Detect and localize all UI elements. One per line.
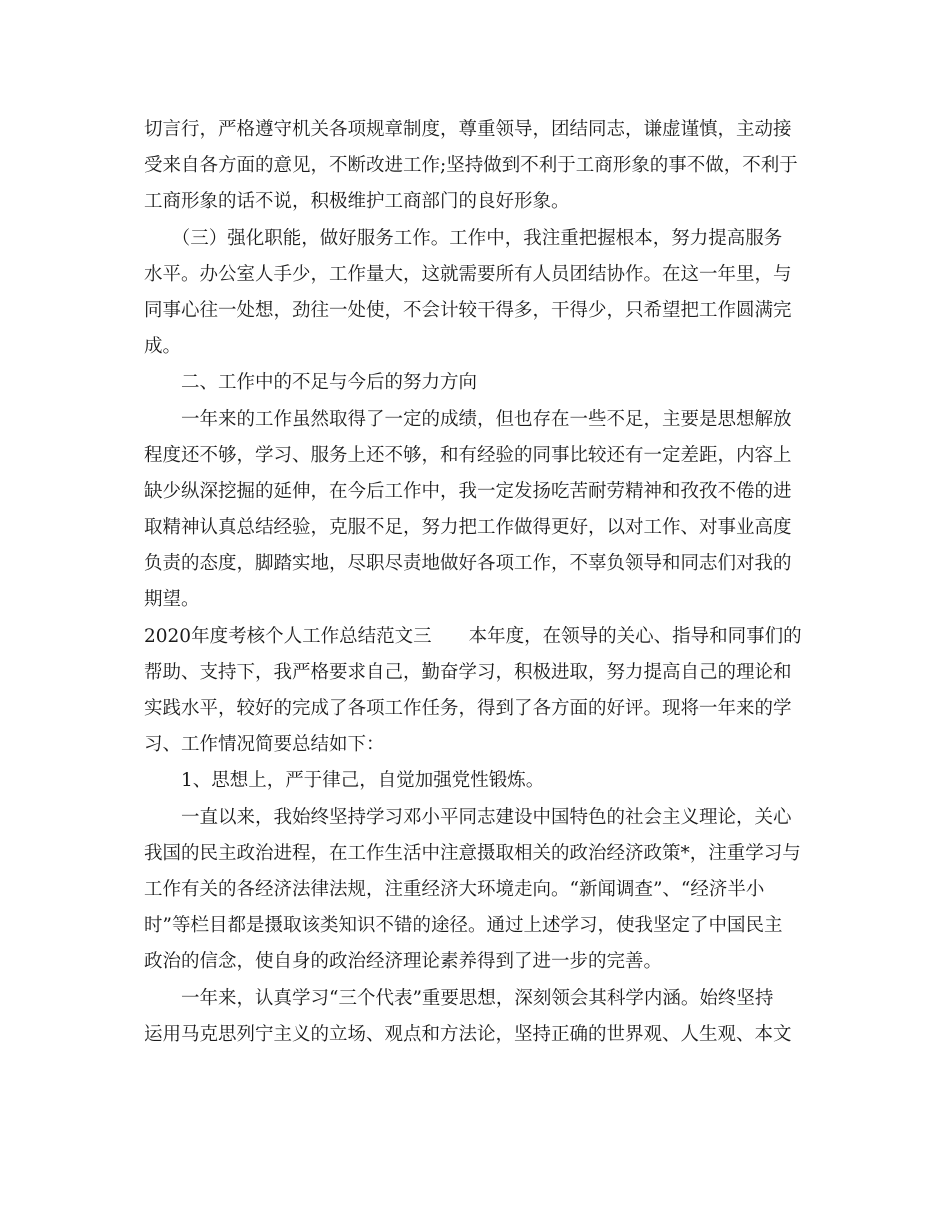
text-line: 工商形象的话不说，积极维护工商部门的良好形象。: [144, 191, 570, 213]
text-line: 我国的民主政治进程，在工作生活中注意摄取相关的政治经济政策*，注重学习与: [144, 842, 801, 864]
text-line: 一年来的工作虽然取得了一定的成绩，但也存在一些不足，主要是思想解放: [144, 408, 792, 430]
text-line: 取精神认真总结经验，克服不足，努力把工作做得更好，以对工作、对事业高度: [144, 517, 792, 539]
text-line: 期望。: [144, 589, 200, 611]
text-line: 受来自各方面的意见，不断改进工作;坚持做到不利于工商形象的事不做，不利于: [144, 155, 798, 177]
text-line: 运用马克思列宁主义的立场、观点和方法论，坚持正确的世界观、人生观、本文: [144, 1023, 792, 1045]
text-line: 时”等栏目都是摄取该类知识不错的途径。通过上述学习，使我坚定了中国民主: [144, 915, 783, 937]
text-line: 帮助、支持下，我严格要求自己，勤奋学习，积极进取，努力提高自己的理论和: [144, 661, 792, 683]
text-line: 水平。办公室人手少，工作量大，这就需要所有人员团结协作。在这一年里，与: [144, 263, 792, 285]
document-body: [144, 112, 812, 1053]
text-line: （三）强化职能，做好服务工作。工作中，我注重把握根本，努力提高服务: [144, 227, 783, 249]
text-line: 负责的态度，脚踏实地，尽职尽责地做好各项工作，不辜负领导和同志们对我的: [144, 553, 792, 575]
section-heading: 1、思想上，严于律己，自觉加强党性锻炼。: [144, 770, 545, 792]
text-line: 缺少纵深挖掘的延伸，在今后工作中，我一定发扬吃苦耐劳精神和孜孜不倦的进: [144, 480, 792, 502]
text-line: 切言行，严格遵守机关各项规章制度，尊重领导，团结同志，谦虚谨慎，主动接: [144, 119, 792, 140]
text-line: 实践水平，较好的完成了各项工作任务，得到了各方面的好评。现将一年来的学: [144, 698, 792, 719]
text-line: 同事心往一处想，劲往一处使，不会计较干得多，干得少，只希望把工作圆满完: [144, 299, 792, 321]
text-line: 程度还不够，学习、服务上还不够，和有经验的同事比较还有一定差距，内容上: [144, 444, 792, 466]
text-line: 政治的信念，使自身的政治经济理论素养得到了进一步的完善。: [144, 951, 663, 973]
text-line: 一直以来，我始终坚持学习邓小平同志建设中国特色的社会主义理论，关心: [144, 806, 792, 828]
article-title-line: 2020年度考核个人工作总结范文三 本年度，在领导的关心、指导和同事们的: [144, 625, 802, 647]
text-line: 成。: [144, 336, 182, 358]
text-line: 工作有关的各经济法律法规，注重经济大环境走向。“新闻调查”、“经济半小: [144, 878, 765, 900]
text-line: 一年来，认真学习“三个代表”重要思想，深刻领会其科学内涵。始终坚持: [144, 987, 774, 1009]
text-line: 习、工作情况简要总结如下：: [144, 734, 385, 756]
section-heading: 二、工作中的不足与今后的努力方向: [144, 372, 478, 394]
